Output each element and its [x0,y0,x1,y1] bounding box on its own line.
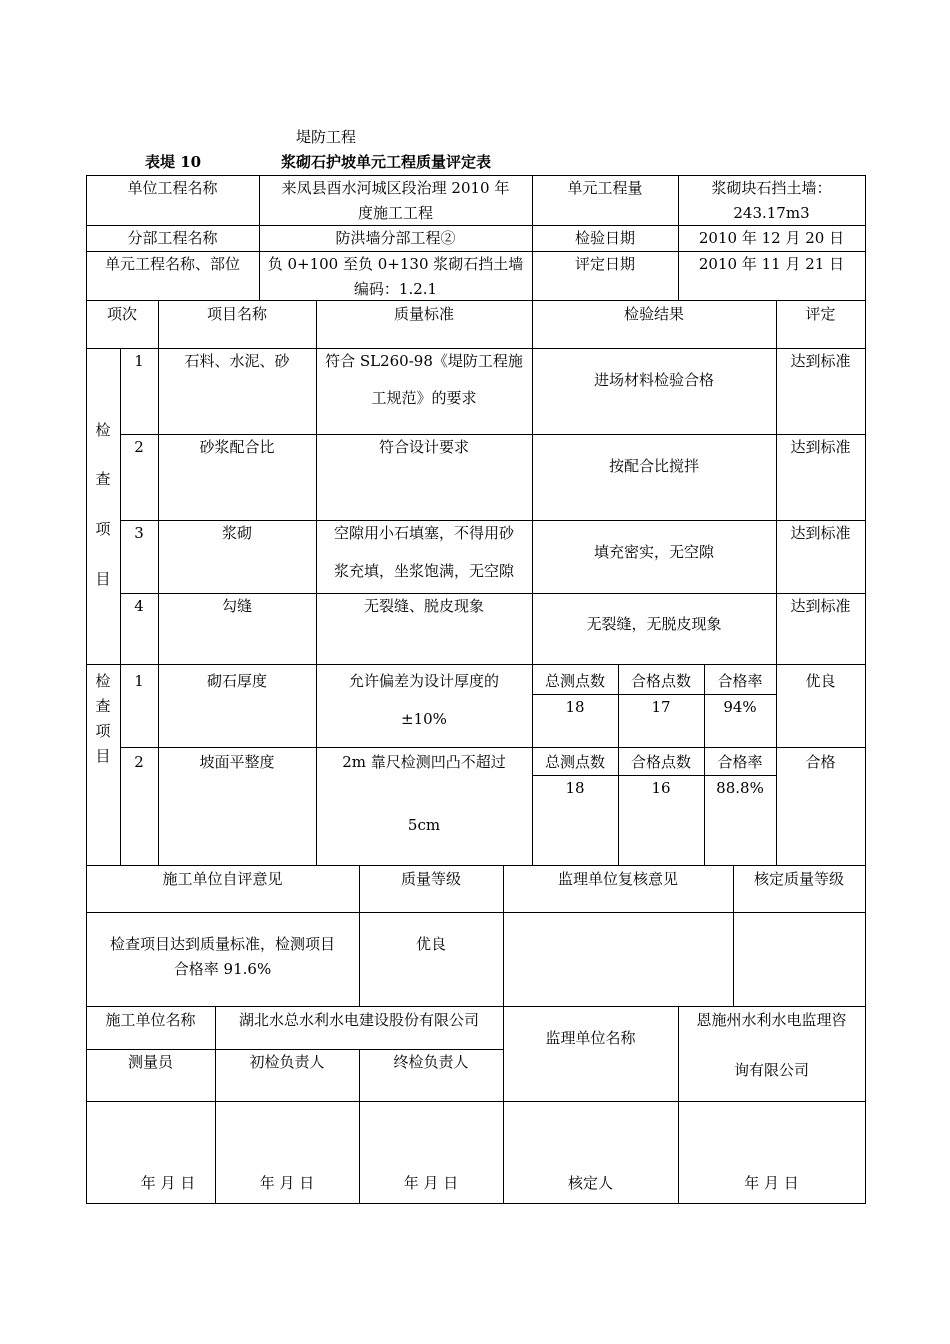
table-row-rating: 达到标准 [790,597,851,615]
table-row-name: 砌石厚度 [206,672,267,690]
contractor-value: 湖北水总水利水电建设股份有限公司 [238,1011,479,1029]
eval-date-value: 2010 年 11 月 21 日 [698,255,845,273]
table-row-no: 4 [134,597,144,615]
table-row-no: 2 [134,753,144,771]
table-row-standard: 允许偏差为设计厚度的 [348,672,499,690]
sub-header-rate: 合格率 [717,753,763,771]
table-row-standard: 符合 SL260-98《堤防工程施 [325,352,523,370]
table-row-name: 砂浆配合比 [199,438,275,456]
supervisor-name-label: 监理单位名称 [545,1029,636,1047]
eval-date-label: 评定日期 [574,255,635,273]
table-row-no: 3 [134,524,144,542]
sub-header-total: 总测点数 [544,753,605,771]
form-number: 表堤 10 [145,153,202,171]
table-row-name: 勾缝 [221,597,252,615]
sub-header-total: 总测点数 [544,672,605,690]
measure-group-label: 项 [95,722,111,740]
supervisor-value-2: 询有限公司 [733,1061,809,1079]
unit-quantity-value: 浆砌块石挡土墙： [711,179,832,197]
date-field: 年 月 日 [744,1174,799,1192]
table-row-pass: 17 [651,698,671,716]
table-row-name: 坡面平整度 [199,753,275,771]
table-row-result: 进场材料检验合格 [593,371,714,389]
division-label: 分部工程名称 [127,229,218,247]
table-row-standard-2: 5cm [407,816,441,834]
measure-group-label: 目 [95,747,111,765]
self-eval-label: 施工单位自评意见 [162,870,283,888]
inspect-date-value: 2010 年 12 月 20 日 [698,229,845,247]
table-row-name: 浆砌 [221,524,252,542]
table-row-result: 填充密实，无空隙 [593,543,714,561]
unit-project-name-value: 来凤县酉水河城区段治理 2010 年 [281,179,510,197]
table-row-result: 按配合比搅拌 [608,457,699,475]
check-group-label: 目 [95,570,111,588]
table-row-result: 无裂缝，无脱皮现象 [586,615,722,633]
contractor-label: 施工单位名称 [105,1011,196,1029]
unit-quantity-value-2: 243.17m3 [733,204,810,222]
self-eval-text: 检查项目达到质量标准，检测项目 [109,935,335,953]
table-row-standard: 无裂缝、脱皮现象 [363,597,484,615]
table-row-standard-2: 工规范》的要求 [371,389,477,407]
sub-header-pass: 合格点数 [630,753,691,771]
self-eval-text-2: 合格率 91.6% [173,960,272,978]
sub-header-rate: 合格率 [717,672,763,690]
table-row-standard: 符合设计要求 [378,438,469,456]
table-row-total: 18 [565,698,585,716]
measure-group-label: 查 [95,697,111,715]
unit-project-name-value-2: 度施工工程 [357,204,433,222]
check-group-label: 查 [95,470,111,488]
table-row-rating: 优良 [805,672,836,690]
unit-name-value: 负 0+100 至负 0+130 浆砌石挡土墙 [267,255,524,273]
table-row-standard: 2m 靠尺检测凹凸不超过 [342,753,506,771]
table-row-rating: 达到标准 [790,524,851,542]
table-row-rate: 88.8% [716,779,764,797]
verified-grade-label: 核定质量等级 [753,870,844,888]
final-checker-label: 终检负责人 [393,1053,469,1071]
project-type: 堤防工程 [296,128,357,146]
col-seq: 项次 [106,305,137,323]
table-row-total: 18 [565,779,585,797]
table-row-no: 1 [134,672,144,690]
col-result: 检验结果 [623,305,684,323]
grade-value: 优良 [415,935,446,953]
unit-name-label: 单元工程名称、部位 [104,255,240,273]
table-row-standard-2: ±10% [401,710,447,728]
table-row-no: 1 [134,352,144,370]
table-row-rating: 合格 [805,753,836,771]
supervisor-value: 恩施州水利水电监理咨 [696,1011,847,1029]
table-row-name: 石料、水泥、砂 [184,352,290,370]
col-standard: 质量标准 [393,305,454,323]
verifier-label: 核定人 [567,1174,613,1192]
supervisor-review-label: 监理单位复核意见 [557,870,678,888]
table-row-rating: 达到标准 [790,438,851,456]
check-group-label: 检 [95,421,111,439]
date-field: 年 月 日 [140,1174,196,1192]
table-row-standard: 空隙用小石填塞，不得用砂 [333,524,514,542]
initial-checker-label: 初检负责人 [249,1053,325,1071]
sub-header-pass: 合格点数 [630,672,691,690]
measure-group-label: 检 [95,672,111,690]
form-title: 浆砌石护坡单元工程质量评定表 [281,153,492,171]
check-group-label: 项 [95,520,111,538]
date-field: 年 月 日 [259,1174,315,1192]
unit-project-name-label: 单位工程名称 [127,179,218,197]
grade-label: 质量等级 [400,870,461,888]
unit-name-value-2: 编码：1.2.1 [353,280,438,298]
unit-quantity-label: 单元工程量 [567,179,643,197]
col-item-name: 项目名称 [206,305,267,323]
inspect-date-label: 检验日期 [574,229,635,247]
division-value: 防洪墙分部工程② [335,229,456,247]
table-row-rate: 94% [723,698,757,716]
table-row-rating: 达到标准 [790,352,851,370]
surveyor-label: 测量员 [127,1053,173,1071]
col-rating: 评定 [805,305,836,323]
table-row-pass: 16 [651,779,671,797]
table-row-standard-2: 浆充填，坐浆饱满，无空隙 [333,562,514,580]
table-row-no: 2 [134,438,144,456]
date-field: 年 月 日 [403,1174,459,1192]
